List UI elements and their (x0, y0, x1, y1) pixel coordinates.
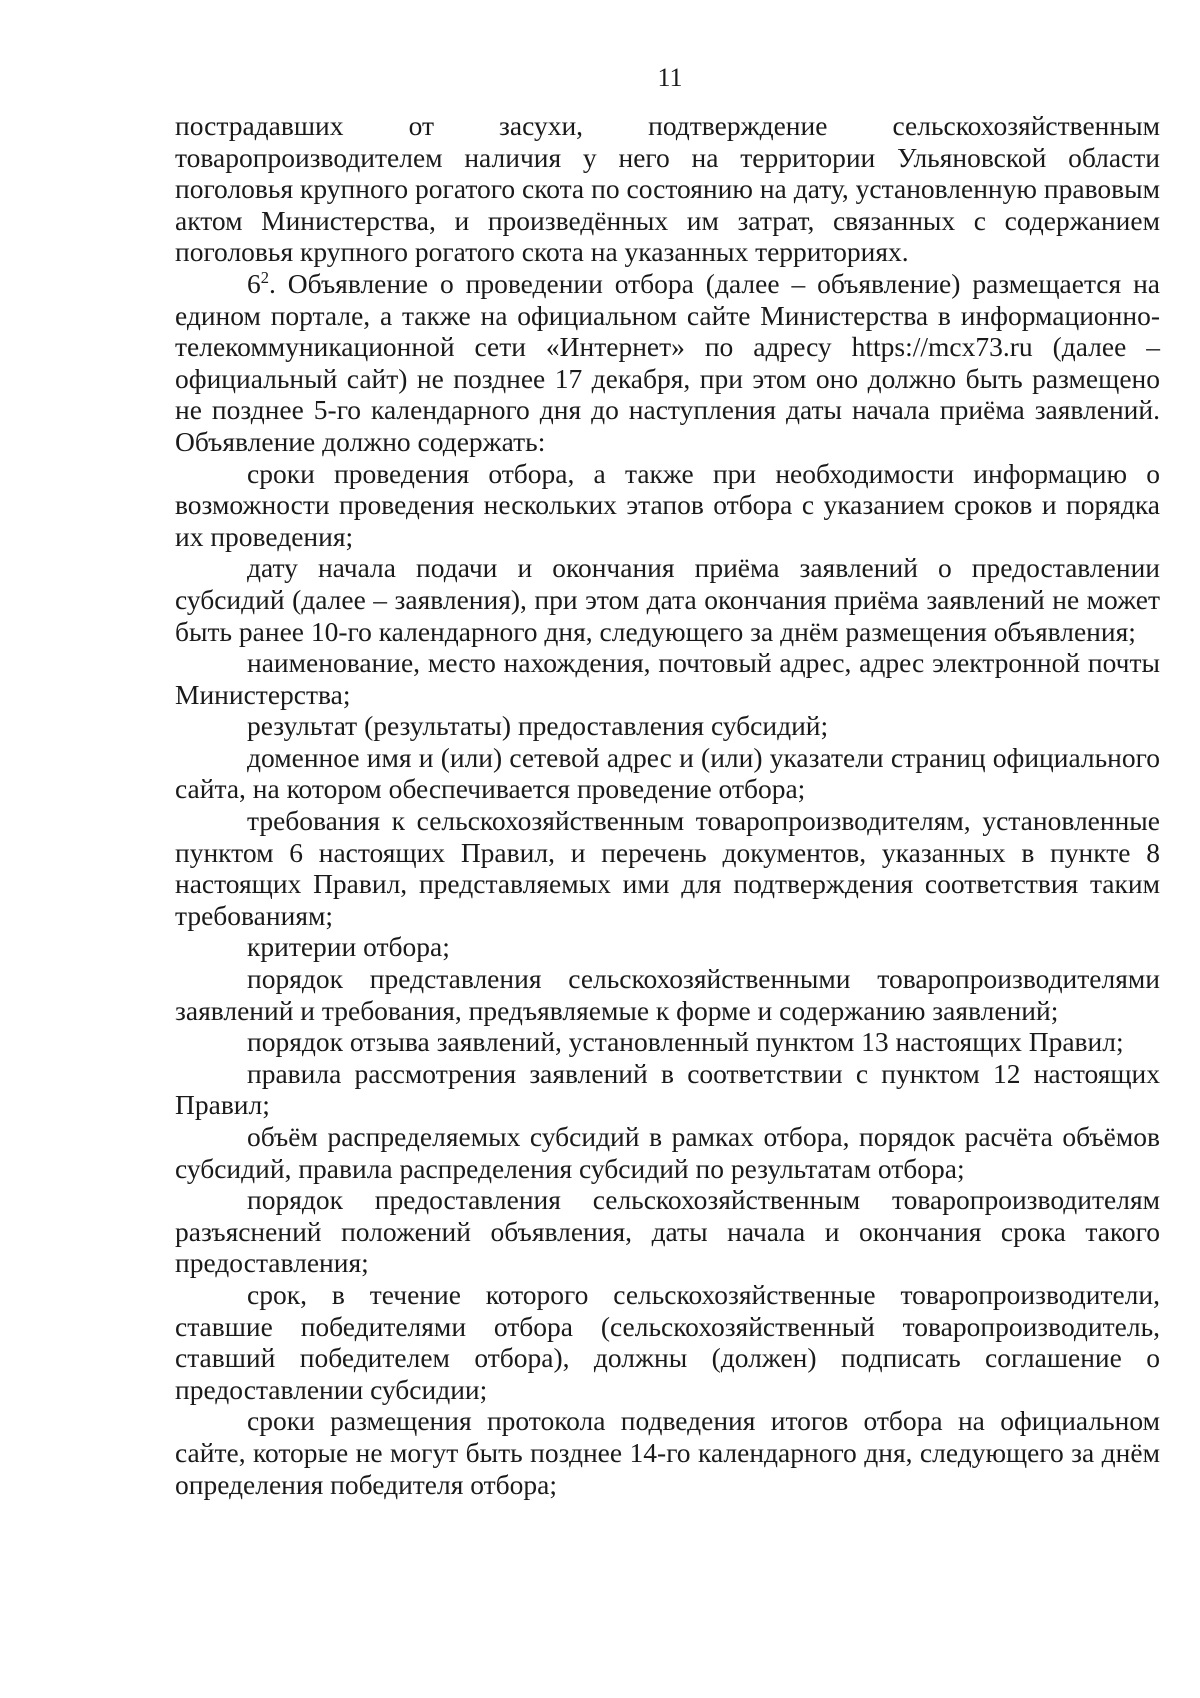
clause-text: . Объявление о проведении отбора (далее – объявление) размещается на едином портале, а также на официальном сайте Министерства в информационно-телекоммуникационной сети «Интернет» по адресу https://mcx73.ru (далее – официальный сайт) не позднее 17 декабря, при этом оно должно быть размещено не позднее 5-го календарного дня до наступления даты начала приёма заявлений. Объявление должно содержать: (175, 267, 1160, 457)
list-item-criteria: критерии отбора; (247, 931, 450, 963)
paragraph-clause-6-2 (175, 268, 1160, 458)
list-item-deadlines: сроки проведения отбора, а также при необходимости информацию о возможности проведения нескольких этапов отбора с указанием сроков и порядка их проведения; (175, 457, 1160, 552)
clause-number: 6 (247, 267, 261, 299)
list-item-review-rules: правила рассмотрения заявлений в соответствии с пунктом 12 настоящих Правил; (175, 1057, 1160, 1121)
paragraph-continuation: пострадавших от засухи, подтверждение сельскохозяйственным товаропроизводителем наличия у него на территории Ульяновской области поголовья крупного рогатого скота по состоянию на дату, установленную правовым актом Министерства, и произведённых им затрат, связанных с содержанием поголовья крупного рогатого скота на указанных территориях. (175, 110, 1160, 268)
list-item-results: результат (результаты) предоставления субсидий; (247, 710, 829, 742)
list-item-submission-order: порядок представления сельскохозяйственными товаропроизводителями заявлений и требования, предъявляемые к форме и содержанию заявлений; (175, 963, 1160, 1026)
list-item-withdrawal: порядок отзыва заявлений, установленный пунктом 13 настоящих Правил; (247, 1026, 1124, 1058)
list-item-ministry-contacts: наименование, место нахождения, почтовый адрес, адрес электронной почты Министерства; (175, 647, 1160, 710)
page-number: 11 (657, 63, 683, 92)
list-item-application-dates: дату начала подачи и окончания приёма заявлений о предоставлении субсидий (далее – заявления), при этом дата окончания приёма заявлений не может быть ранее 10-го календарного дня, следующего за днём размещения объявления; (175, 552, 1160, 647)
list-item-requirements: требования к сельскохозяйственным товаропроизводителям, установленные пунктом 6 настоящих Правил, и перечень документов, указанных в пункте 8 настоящих Правил, представляемых ими для подтверждения соответствия таким требованиям; (175, 805, 1160, 931)
list-item-protocol-publication: сроки размещения протокола подведения итогов отбора на официальном сайте, которые не могут быть позднее 14-го календарного дня, следующего за днём определения победителя отбора; (175, 1405, 1160, 1500)
list-item-subsidy-volume: объём распределяемых субсидий в рамках отбора, порядок расчёта объёмов субсидий, правила распределения субсидий по результатам отбора; (175, 1121, 1160, 1184)
document-body (175, 110, 1160, 1500)
clause-superscript: 2 (260, 267, 269, 287)
list-item-clarifications: порядок предоставления сельскохозяйственным товаропроизводителям разъяснений положений объявления, даты начала и окончания срока такого предоставления; (175, 1184, 1160, 1279)
list-item-website: доменное имя и (или) сетевой адрес и (или) указатели страниц официального сайта, на котором обеспечивается проведение отбора; (175, 741, 1160, 805)
list-item-agreement-deadline: срок, в течение которого сельскохозяйственные товаропроизводители, ставшие победителями отбора (сельскохозяйственный товаропроизводитель, ставший победителем отбора), должны (должен) подписать соглашение о предоставлении субсидии; (175, 1278, 1160, 1405)
